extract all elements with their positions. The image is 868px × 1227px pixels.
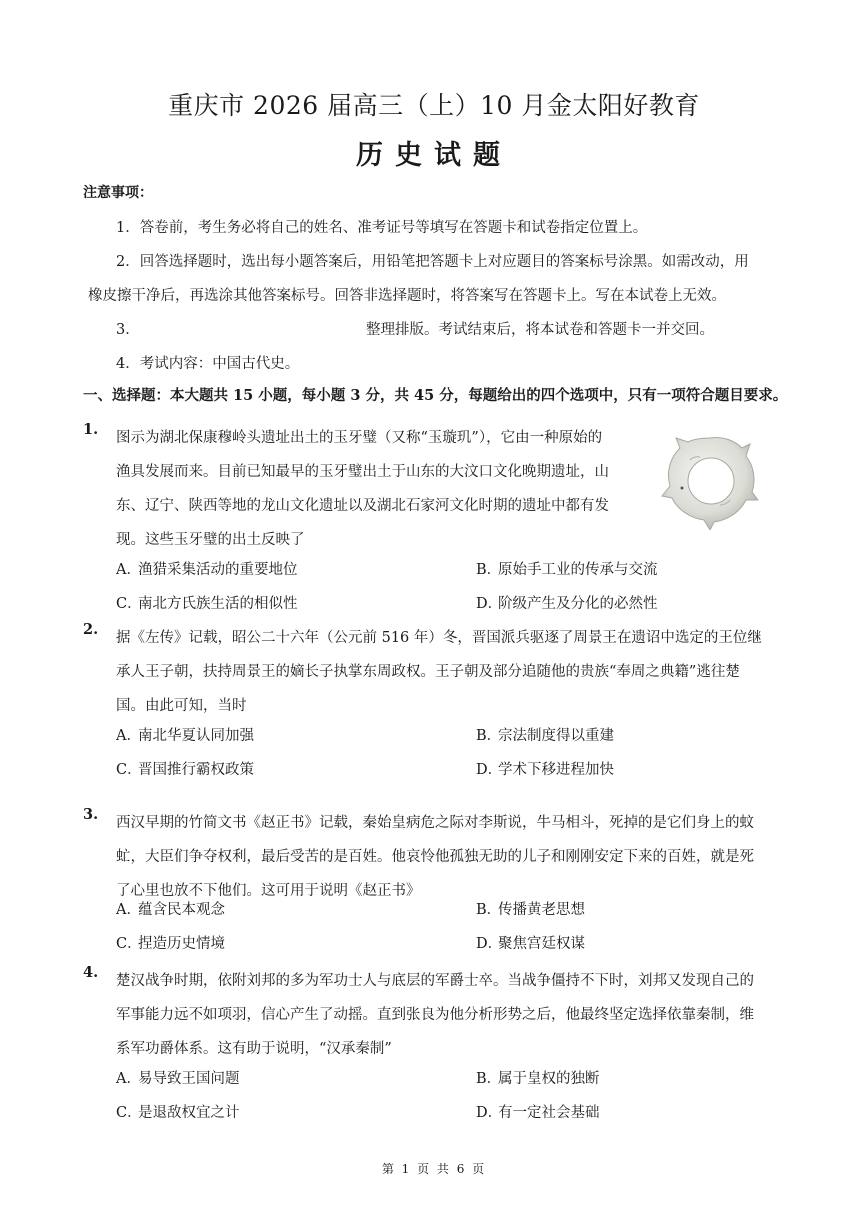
notice-item-2-line-1: 2．回答选择题时，选出每小题答案后，用铅笔把答题卡上对应题目的答案标号涂黑。如需改动，用 bbox=[116, 254, 749, 270]
option-d[interactable] bbox=[476, 758, 614, 779]
option-a[interactable] bbox=[116, 558, 298, 579]
option-letter: C． bbox=[116, 936, 142, 952]
stem-line: 西汉早期的竹简文书《赵正书》记载，秦始皇病危之际对李斯说，牛马相斗，死掉的是它们身上的蚊 bbox=[116, 815, 754, 831]
question-number: 3. bbox=[83, 806, 99, 823]
option-letter: C． bbox=[116, 762, 142, 778]
stem-line: 渔具发展而来。目前已知最早的玉牙璧出土于山东的大汶口文化晚期遗址，山 bbox=[116, 464, 609, 480]
option-a[interactable] bbox=[116, 1067, 240, 1088]
stem-line: 国。由此可知，当时 bbox=[116, 698, 247, 714]
option-b[interactable] bbox=[476, 1067, 600, 1088]
option-text: 南北华夏认同加强 bbox=[138, 728, 254, 744]
option-b[interactable] bbox=[476, 724, 614, 745]
option-text: 捏造历史情境 bbox=[138, 936, 225, 952]
page-footer: 第 1 页 共 6 页 bbox=[381, 1162, 487, 1176]
section-heading: 一、选择题：本大题共 15 小题，每小题 3 分，共 45 分，每题给出的四个选项中，只有一项符合题目要求。 bbox=[83, 387, 788, 404]
stem-line: 系军功爵体系。这有助于说明，“汉承秦制” bbox=[116, 1041, 392, 1057]
stem-line: 楚汉战争时期，依附刘邦的多为军功士人与底层的军爵士卒。当战争僵持不下时，刘邦又发现自己的 bbox=[116, 973, 754, 989]
question-number: 2. bbox=[83, 621, 99, 638]
notice-heading: 注意事项： bbox=[83, 185, 153, 201]
notice-item-2-line-2: 橡皮擦干净后，再选涂其他答案标号。回答非选择题时，将答案写在答题卡上。写在本试卷上无效。 bbox=[88, 288, 726, 304]
option-c[interactable] bbox=[116, 758, 254, 779]
option-text: 宗法制度得以重建 bbox=[498, 728, 614, 744]
stem-line: 了心里也放不下他们。这可用于说明《赵正书》 bbox=[116, 883, 421, 899]
option-text: 渔猎采集活动的重要地位 bbox=[138, 562, 298, 578]
option-b[interactable] bbox=[476, 898, 585, 919]
question-stem bbox=[116, 421, 609, 557]
stem-line: 据《左传》记载，昭公二十六年（公元前 516 年）冬，晋国派兵驱逐了周景王在遗诏中选定的王位继 bbox=[116, 630, 762, 646]
option-letter: A． bbox=[116, 1071, 141, 1087]
option-text: 晋国推行霸权政策 bbox=[138, 762, 254, 778]
question-stem bbox=[116, 621, 762, 723]
option-text: 南北方氏族生活的相似性 bbox=[138, 596, 298, 612]
notice-item-1: 1．答卷前，考生务必将自己的姓名、准考证号等填写在答题卡和试卷指定位置上。 bbox=[116, 220, 648, 236]
option-d[interactable] bbox=[476, 1101, 600, 1122]
stem-line: 军事能力远不如项羽，信心产生了动摇。直到张良为他分析形势之后，他最终坚定选择依靠秦制，维 bbox=[116, 1007, 754, 1023]
option-text: 易导致王国问题 bbox=[138, 1071, 240, 1087]
option-a[interactable] bbox=[116, 898, 225, 919]
option-text: 属于皇权的独断 bbox=[498, 1071, 600, 1087]
stem-line: 图示为湖北保康穆岭头遗址出土的玉牙璧（又称“玉璇玑”），它由一种原始的 bbox=[116, 430, 603, 446]
notice-item-3: 整理排版。考试结束后，将本试卷和答题卡一并交回。 bbox=[366, 322, 714, 338]
page-subtitle: 历史试题 bbox=[356, 140, 512, 171]
option-c[interactable] bbox=[116, 592, 298, 613]
option-d[interactable] bbox=[476, 932, 585, 953]
option-letter: D． bbox=[476, 762, 503, 778]
page-title: 重庆市 2026 届高三（上）10 月金太阳好教育 bbox=[168, 91, 700, 120]
option-letter: C． bbox=[116, 596, 142, 612]
question-number: 4. bbox=[83, 964, 99, 981]
option-letter: A． bbox=[116, 728, 141, 744]
option-a[interactable] bbox=[116, 724, 254, 745]
option-text: 学术下移进程加快 bbox=[498, 762, 614, 778]
option-d[interactable] bbox=[476, 592, 658, 613]
option-letter: D． bbox=[476, 1105, 503, 1121]
option-letter: D． bbox=[476, 596, 503, 612]
option-letter: B． bbox=[476, 728, 502, 744]
option-b[interactable] bbox=[476, 558, 658, 579]
option-letter: B． bbox=[476, 562, 502, 578]
option-text: 有一定社会基础 bbox=[498, 1105, 600, 1121]
option-letter: A． bbox=[116, 562, 141, 578]
option-c[interactable] bbox=[116, 1101, 240, 1122]
option-text: 阶级产生及分化的必然性 bbox=[498, 596, 658, 612]
question-number: 1. bbox=[83, 421, 99, 438]
stem-line: 承人王子朝，扶持周景王的嫡长子执掌东周政权。王子朝及部分追随他的贵族“奉周之典籍”逃往楚 bbox=[116, 664, 740, 680]
option-letter: C． bbox=[116, 1105, 142, 1121]
option-text: 原始手工业的传承与交流 bbox=[498, 562, 658, 578]
option-letter: B． bbox=[476, 1071, 502, 1087]
stem-line: 虻，大臣们争夺权利，最后受苦的是百姓。他哀怜他孤独无助的儿子和刚刚安定下来的百姓，就是死 bbox=[116, 849, 754, 865]
option-text: 传播黄老思想 bbox=[498, 902, 585, 918]
option-text: 是退敌权宜之计 bbox=[138, 1105, 240, 1121]
option-text: 聚焦宫廷权谋 bbox=[498, 936, 585, 952]
stem-line: 东、辽宁、陕西等地的龙山文化遗址以及湖北石家河文化时期的遗址中都有发 bbox=[116, 498, 609, 514]
question-stem bbox=[116, 964, 754, 1066]
option-letter: B． bbox=[476, 902, 502, 918]
question-stem bbox=[116, 806, 754, 908]
option-c[interactable] bbox=[116, 932, 225, 953]
option-letter: A． bbox=[116, 902, 141, 918]
option-letter: D． bbox=[476, 936, 503, 952]
notice-item-3-number: 3． bbox=[116, 322, 140, 338]
jade-disc-image bbox=[660, 430, 760, 530]
notice-item-4: 4．考试内容：中国古代史。 bbox=[116, 356, 300, 372]
stem-line: 现。这些玉牙璧的出土反映了 bbox=[116, 532, 305, 548]
option-text: 蕴含民本观念 bbox=[138, 902, 225, 918]
